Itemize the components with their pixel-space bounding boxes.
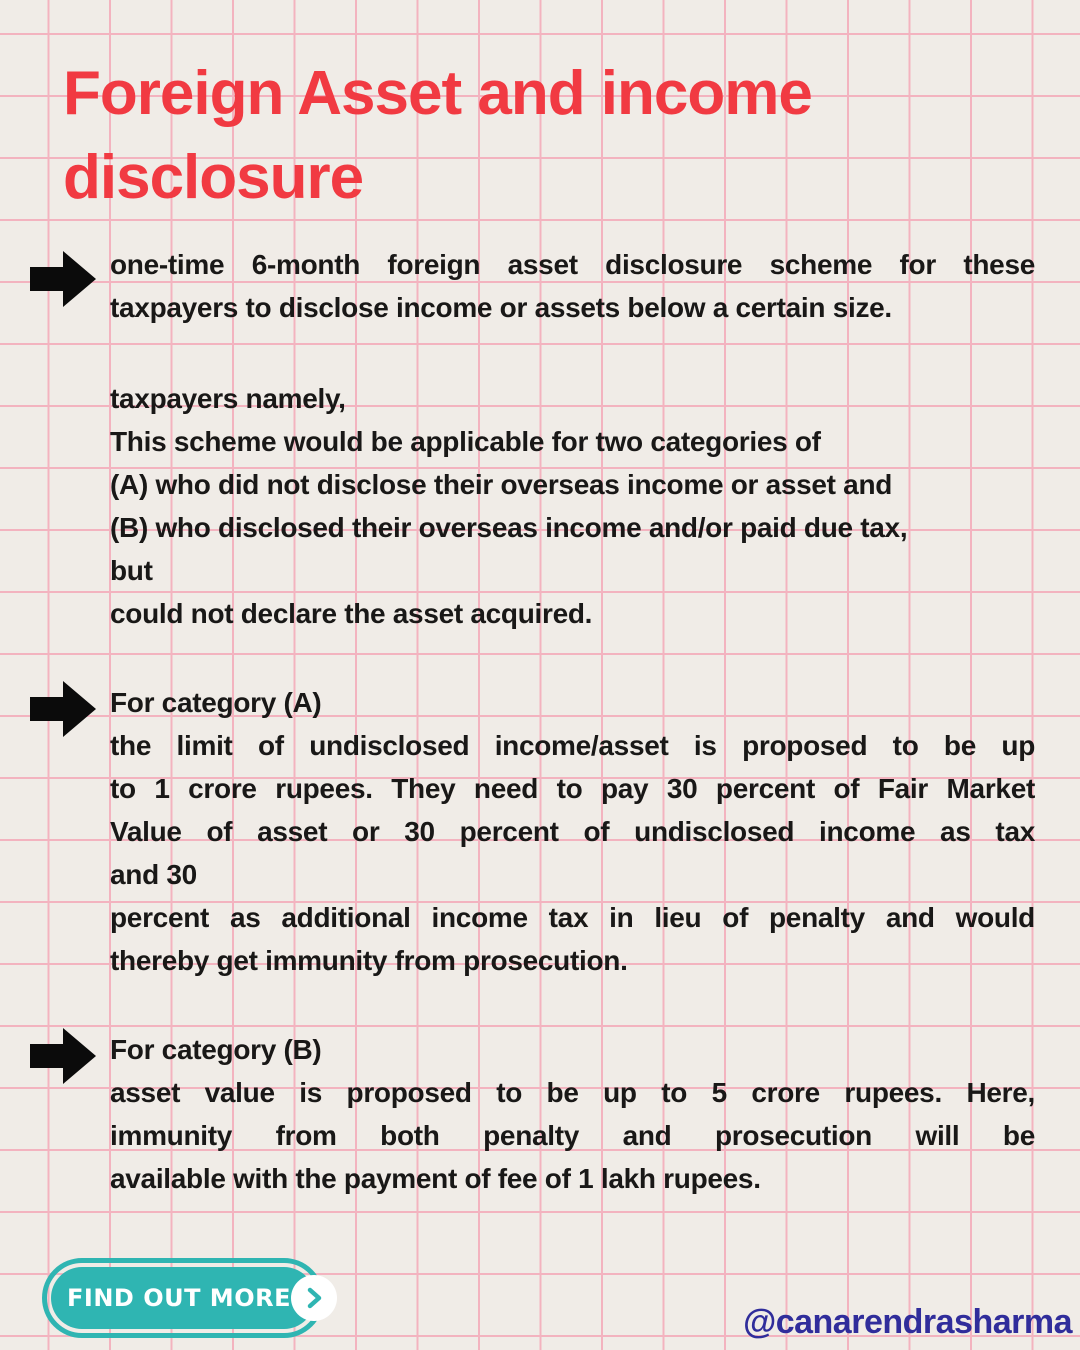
text-line: For category (B)	[110, 1034, 322, 1065]
text-block-category-a	[110, 681, 1035, 982]
text-line: immunity from both penalty and prosecution will be	[110, 1120, 1035, 1151]
text-line: For category (A)	[110, 687, 322, 718]
text-line: and 30	[110, 859, 197, 890]
arrow-right-icon	[30, 678, 96, 740]
text-line: thereby get immunity from prosecution.	[110, 945, 628, 976]
text-line: taxpayers namely,	[110, 383, 346, 414]
text-line: available with the payment of fee of 1 lakh rupees.	[110, 1163, 761, 1194]
author-handle: @canarendrasharma	[743, 1303, 1072, 1341]
text-line: one-time 6-month foreign asset disclosure scheme for these	[110, 249, 1035, 280]
find-out-more-button[interactable]	[42, 1258, 324, 1338]
text-line: (B) who disclosed their overseas income and/or paid due tax,	[110, 512, 908, 543]
text-line: This scheme would be applicable for two categories of	[110, 426, 821, 457]
text-line: (A) who did not disclose their overseas income or asset and	[110, 469, 893, 500]
text-block-categories	[110, 377, 1035, 635]
arrow-right-icon	[30, 248, 96, 310]
text-line: to 1 crore rupees. They need to pay 30 percent of Fair Market	[110, 773, 1035, 804]
page-title-line-1: Foreign Asset and income	[63, 59, 812, 128]
find-out-more-label: FIND OUT MORE	[67, 1284, 291, 1312]
page-title	[63, 52, 812, 220]
text-block-category-b	[110, 1028, 1035, 1200]
text-line: could not declare the asset acquired.	[110, 598, 593, 629]
text-block-intro	[110, 243, 1035, 329]
text-line: Value of asset or 30 percent of undisclosed income as tax	[110, 816, 1035, 847]
arrow-right-icon	[30, 1025, 96, 1087]
chevron-right-icon	[291, 1275, 337, 1321]
text-line: taxpayers to disclose income or assets below a certain size.	[110, 292, 892, 323]
page-title-line-2: disclosure	[63, 143, 364, 212]
text-line: asset value is proposed to be up to 5 crore rupees. Here,	[110, 1077, 1035, 1108]
text-line: the limit of undisclosed income/asset is proposed to be up	[110, 730, 1035, 761]
text-line: percent as additional income tax in lieu of penalty and would	[110, 902, 1035, 933]
text-line: but	[110, 555, 153, 586]
